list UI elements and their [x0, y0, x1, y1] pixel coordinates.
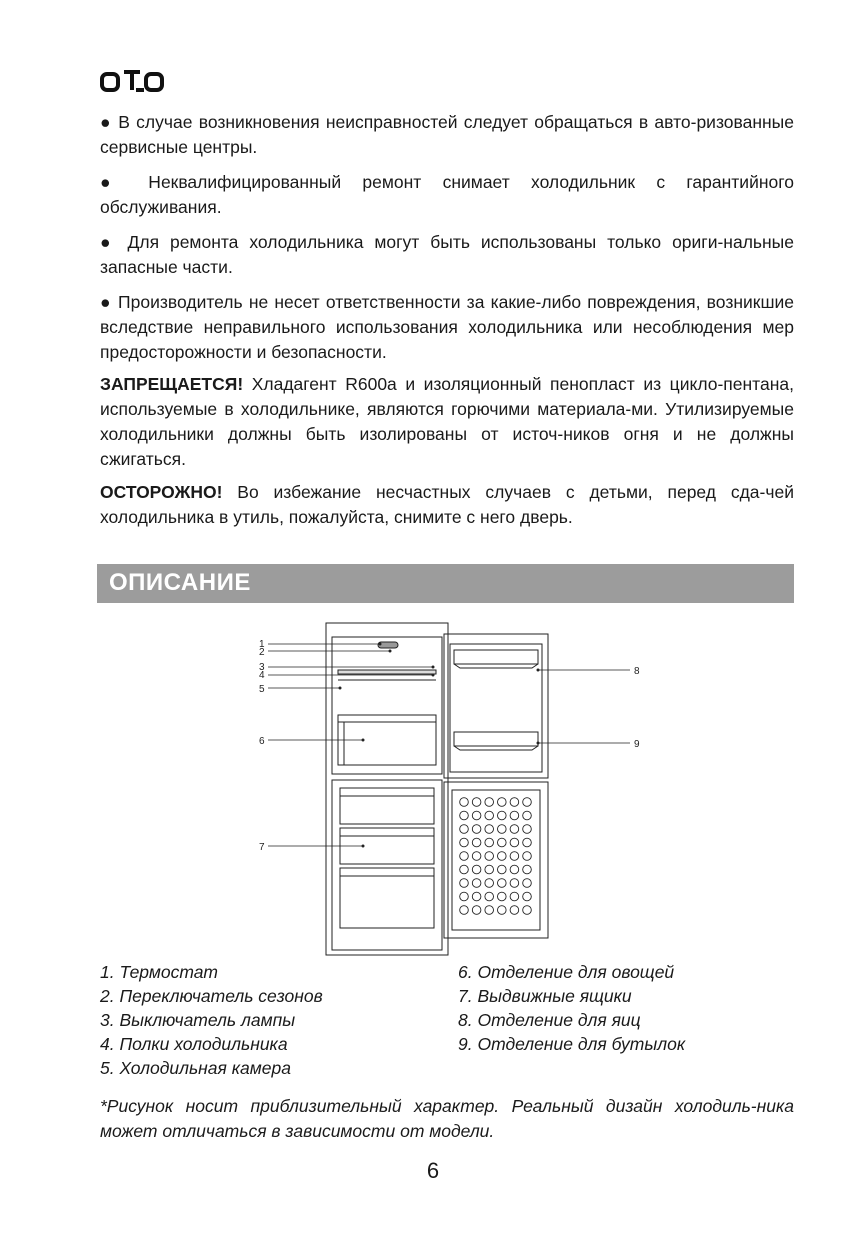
section-title: ОПИСАНИЕ — [109, 569, 251, 596]
paragraph-lead: ОСТОРОЖНО! — [100, 482, 223, 502]
door-grid-dot — [498, 892, 507, 901]
door-grid-dot — [510, 825, 519, 834]
otto-logo — [100, 66, 170, 94]
paragraph-lead: ЗАПРЕЩАЕТСЯ! — [100, 374, 244, 394]
door-grid-dot — [485, 811, 494, 820]
fridge-door — [444, 634, 548, 778]
door-grid-dot — [498, 865, 507, 874]
freezer-door — [444, 782, 548, 938]
paragraph-prohibited — [100, 372, 794, 472]
paragraph-warranty — [100, 170, 794, 220]
door-grid-dot — [485, 838, 494, 847]
freezer-compartment — [332, 780, 442, 950]
paragraph-text: Во избежание несчастных случаев с детьми, перед сда-чей холодильника в утиль, пожалуйста, снимите с него дверь. — [100, 482, 794, 527]
door-grid-dot — [498, 825, 507, 834]
door-grid-dot — [460, 811, 469, 820]
paragraph-text: ● Производитель не несет ответственности за какие-либо повреждения, возникшие вследствие неправильного использования холодильника или несоблюдения мер предосторожности и безопасности. — [100, 292, 794, 362]
door-grid-dot — [523, 811, 532, 820]
legend-item: 5. Холодильная камера — [100, 1058, 291, 1078]
door-grid-dot — [485, 879, 494, 888]
door-grid-dot — [498, 811, 507, 820]
legend-item: 3. Выключатель лампы — [100, 1010, 296, 1030]
callout-7: 7 — [259, 842, 265, 853]
callout-4: 4 — [259, 670, 265, 681]
legend-item: 7. Выдвижные ящики — [458, 986, 632, 1006]
door-grid-dot — [460, 879, 469, 888]
door-grid-dot — [510, 798, 519, 807]
legend-item: 9. Отделение для бутылок — [458, 1034, 686, 1054]
door-grid-dot — [498, 838, 507, 847]
door-grid-dot — [510, 865, 519, 874]
door-grid-dot — [523, 852, 532, 861]
legend-left — [100, 960, 323, 1080]
door-grid-dot — [460, 852, 469, 861]
door-grid-dot — [523, 825, 532, 834]
door-grid-dot — [510, 811, 519, 820]
door-grid-dot — [472, 825, 481, 834]
legend-item: 4. Полки холодильника — [100, 1034, 288, 1054]
door-grid-dot — [460, 892, 469, 901]
door-grid-dots — [460, 798, 532, 915]
door-grid-dot — [485, 865, 494, 874]
door-grid-dot — [472, 906, 481, 915]
door-grid-dot — [498, 879, 507, 888]
legend-item: 8. Отделение для яиц — [458, 1010, 641, 1030]
door-grid-dot — [510, 892, 519, 901]
section-header — [97, 564, 794, 603]
paragraph-original-parts — [100, 230, 794, 280]
door-grid-dot — [472, 811, 481, 820]
legend-item: 2. Переключатель сезонов — [100, 986, 323, 1006]
door-grid-dot — [498, 906, 507, 915]
door-grid-dot — [510, 879, 519, 888]
door-grid-dot — [523, 892, 532, 901]
door-grid-dot — [472, 798, 481, 807]
bottle-shelf — [454, 732, 538, 746]
callout-6: 6 — [259, 736, 265, 747]
legend-right — [458, 960, 685, 1056]
door-grid-dot — [472, 865, 481, 874]
legend-item: 6. Отделение для овощей — [458, 962, 675, 982]
callout-8: 8 — [634, 666, 640, 677]
paragraph-text: ● Для ремонта холодильника могут быть использованы только ориги-нальные запасные части. — [100, 232, 794, 277]
paragraph-service-centers — [100, 110, 794, 160]
door-grid-dot — [485, 798, 494, 807]
door-grid-dot — [523, 906, 532, 915]
fridge-shelf — [338, 670, 436, 674]
paragraph-liability — [100, 290, 794, 365]
door-grid-dot — [460, 798, 469, 807]
door-grid-dot — [460, 838, 469, 847]
door-grid-dot — [485, 892, 494, 901]
callout-2: 2 — [259, 647, 265, 658]
door-grid-dot — [485, 852, 494, 861]
door-grid-dot — [472, 879, 481, 888]
freezer-drawer — [340, 868, 434, 928]
door-grid-dot — [485, 906, 494, 915]
egg-shelf — [454, 650, 538, 664]
callout-9: 9 — [634, 739, 640, 750]
door-grid-dot — [498, 798, 507, 807]
refrigerator-diagram — [250, 620, 650, 960]
paragraph-text: ● Неквалифицированный ремонт снимает холодильник с гарантийного обслуживания. — [100, 172, 794, 217]
door-grid-dot — [460, 825, 469, 834]
callout-5: 5 — [259, 684, 265, 695]
paragraph-text: ● В случае возникновения неисправностей следует обращаться в авто-ризованные сервисные центры. — [100, 112, 794, 157]
freezer-drawer — [340, 788, 434, 824]
door-grid-dot — [510, 852, 519, 861]
door-grid-dot — [498, 852, 507, 861]
paragraph-text: Хладагент R600a и изоляционный пенопласт из цикло-пентана, используемые в холодильнике, являются горючими материала-ми. Утилизируемые холодильники должны быть изолированы от источ-ников огня и не должны сжигаться. — [100, 374, 794, 469]
door-grid-dot — [472, 892, 481, 901]
door-grid-dot — [472, 852, 481, 861]
door-grid-dot — [485, 825, 494, 834]
callout-3: 3 — [259, 662, 265, 673]
door-grid-dot — [523, 798, 532, 807]
legend-item: 1. Термостат — [100, 962, 219, 982]
door-grid-dot — [523, 879, 532, 888]
page-number: 6 — [426, 1158, 440, 1183]
fridge-compartment — [332, 637, 442, 774]
callout-1: 1 — [259, 639, 265, 650]
disclaimer-note: *Рисунок носит приблизительный характер. Реальный дизайн холодиль-ника может отличаться в зависимости от модели. — [100, 1096, 794, 1141]
door-grid-dot — [523, 838, 532, 847]
paragraph-caution — [100, 480, 794, 530]
door-grid-dot — [510, 838, 519, 847]
door-grid-dot — [460, 865, 469, 874]
door-grid-dot — [510, 906, 519, 915]
door-grid-dot — [460, 906, 469, 915]
door-grid-dot — [472, 838, 481, 847]
door-grid-dot — [523, 865, 532, 874]
